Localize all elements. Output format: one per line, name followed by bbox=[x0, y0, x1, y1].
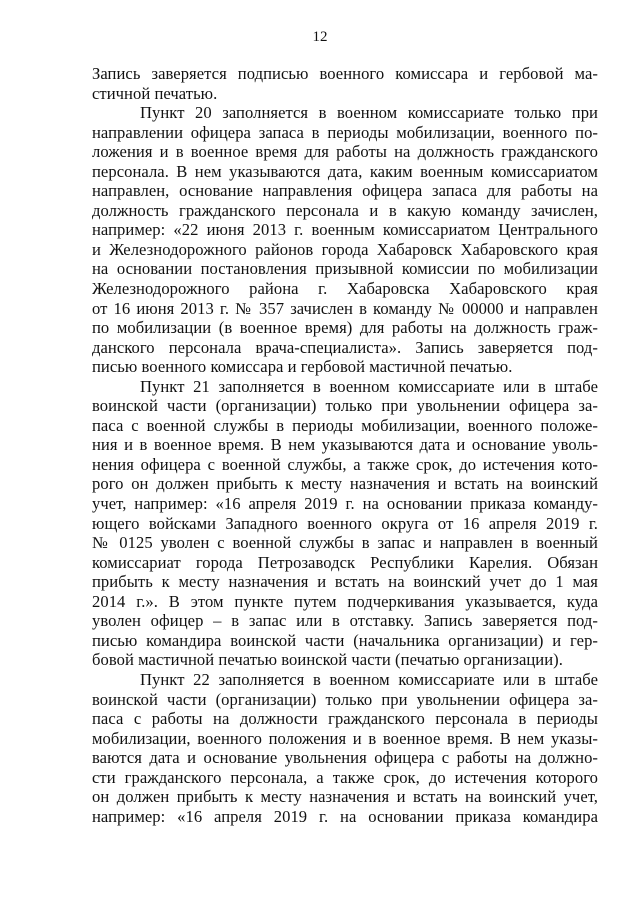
text-line: от 16 июня 2013 г. № 357 зачислен в команду № 00000 и направлен bbox=[92, 298, 598, 318]
text-line: ваются дата и основание увольнения офицера с работы на должно- bbox=[92, 748, 598, 768]
text-line: уволен офицер – в запас или в отставку. Запись заверяется под- bbox=[92, 611, 598, 631]
paragraph bbox=[92, 103, 598, 377]
text-line: например: «22 июня 2013 г. военным комиссариатом Центрального bbox=[92, 220, 598, 240]
text-line: ложения и в военное время для работы на должность гражданского bbox=[92, 142, 598, 162]
text-line: по мобилизации (в военное время) для работы на должность граж- bbox=[92, 318, 598, 338]
text-line: 2014 г.». В этом пункте путем подчеркивания указывается, куда bbox=[92, 591, 598, 611]
text-line: нения офицера с военной службы, а также срок, до истечения кото- bbox=[92, 454, 598, 474]
text-line: например: «16 апреля 2019 г. на основании приказа командира bbox=[92, 806, 598, 826]
text-line: № 0125 уволен с военной службы в запас и направлен в военный bbox=[92, 533, 598, 553]
text-line: стичной печатью. bbox=[92, 83, 218, 103]
text-line: данского персонала врача-специалиста». Запись заверяется под- bbox=[92, 337, 598, 357]
text-line: должность гражданского персонала и в какую команду зачислен, bbox=[92, 200, 598, 220]
text-line: на основании постановления призывной комиссии по мобилизации bbox=[92, 259, 598, 279]
text-line: бовой мастичной печатью воинской части (печатью организации). bbox=[92, 650, 563, 670]
text-line: персонала. В нем указываются дата, каким военным комиссариатом bbox=[92, 161, 598, 181]
paragraph bbox=[92, 64, 598, 103]
text-line: ния и в военное время. В нем указываются дата и основание уволь- bbox=[92, 435, 598, 455]
paragraph bbox=[92, 377, 598, 670]
text-line: сти гражданского персонала, а также срок, до истечения которого bbox=[92, 767, 598, 787]
text-line: воинской части (организации) только при увольнении офицера за- bbox=[92, 396, 598, 416]
text-line: мобилизации, военного положения и в военное время. В нем указы- bbox=[92, 728, 598, 748]
text-line: Железнодорожного района г. Хабаровска Хабаровского края bbox=[92, 279, 598, 299]
text-line: направлен, основание направления офицера запаса для работы на bbox=[92, 181, 598, 201]
text-line: воинской части (организации) только при увольнении офицера за- bbox=[92, 689, 598, 709]
text-line: направлении офицера запаса в периоды мобилизации, военного по- bbox=[92, 122, 598, 142]
text-line: писью командира воинской части (начальника организации) и гер- bbox=[92, 630, 598, 650]
text-line: паса с работы на должности гражданского персонала в периоды bbox=[92, 709, 598, 729]
text-line: Пункт 22 заполняется в военном комиссариате или в штабе bbox=[140, 669, 598, 689]
text-line: учет, например: «16 апреля 2019 г. на основании приказа команду- bbox=[92, 494, 598, 514]
text-line: Запись заверяется подписью военного комиссара и гербовой ма- bbox=[92, 64, 598, 83]
text-line: писью военного комиссара и гербовой мастичной печатью. bbox=[92, 357, 513, 377]
paragraph bbox=[92, 670, 598, 826]
text-line: прибыть к месту назначения и встать на воинский учет до 1 мая bbox=[92, 572, 598, 592]
text-line: он должен прибыть к месту назначения и встать на воинский учет, bbox=[92, 787, 598, 807]
text-line: Пункт 21 заполняется в военном комиссариате или в штабе bbox=[140, 376, 598, 396]
text-line: паса с военной службы в периоды мобилизации, военного положе- bbox=[92, 415, 598, 435]
document-body bbox=[92, 64, 598, 826]
page-number: 12 bbox=[312, 29, 328, 45]
text-line: комиссариат города Петрозаводск Республики Карелия. Обязан bbox=[92, 552, 598, 572]
text-line: рого он должен прибыть к месту назначения и встать на воинский bbox=[92, 474, 598, 494]
text-line: Пункт 20 заполняется в военном комиссариате только при bbox=[140, 103, 598, 123]
text-line: ющего войсками Западного военного округа от 16 апреля 2019 г. bbox=[92, 513, 598, 533]
text-line: и Железнодорожного районов города Хабаровск Хабаровского края bbox=[92, 239, 598, 259]
